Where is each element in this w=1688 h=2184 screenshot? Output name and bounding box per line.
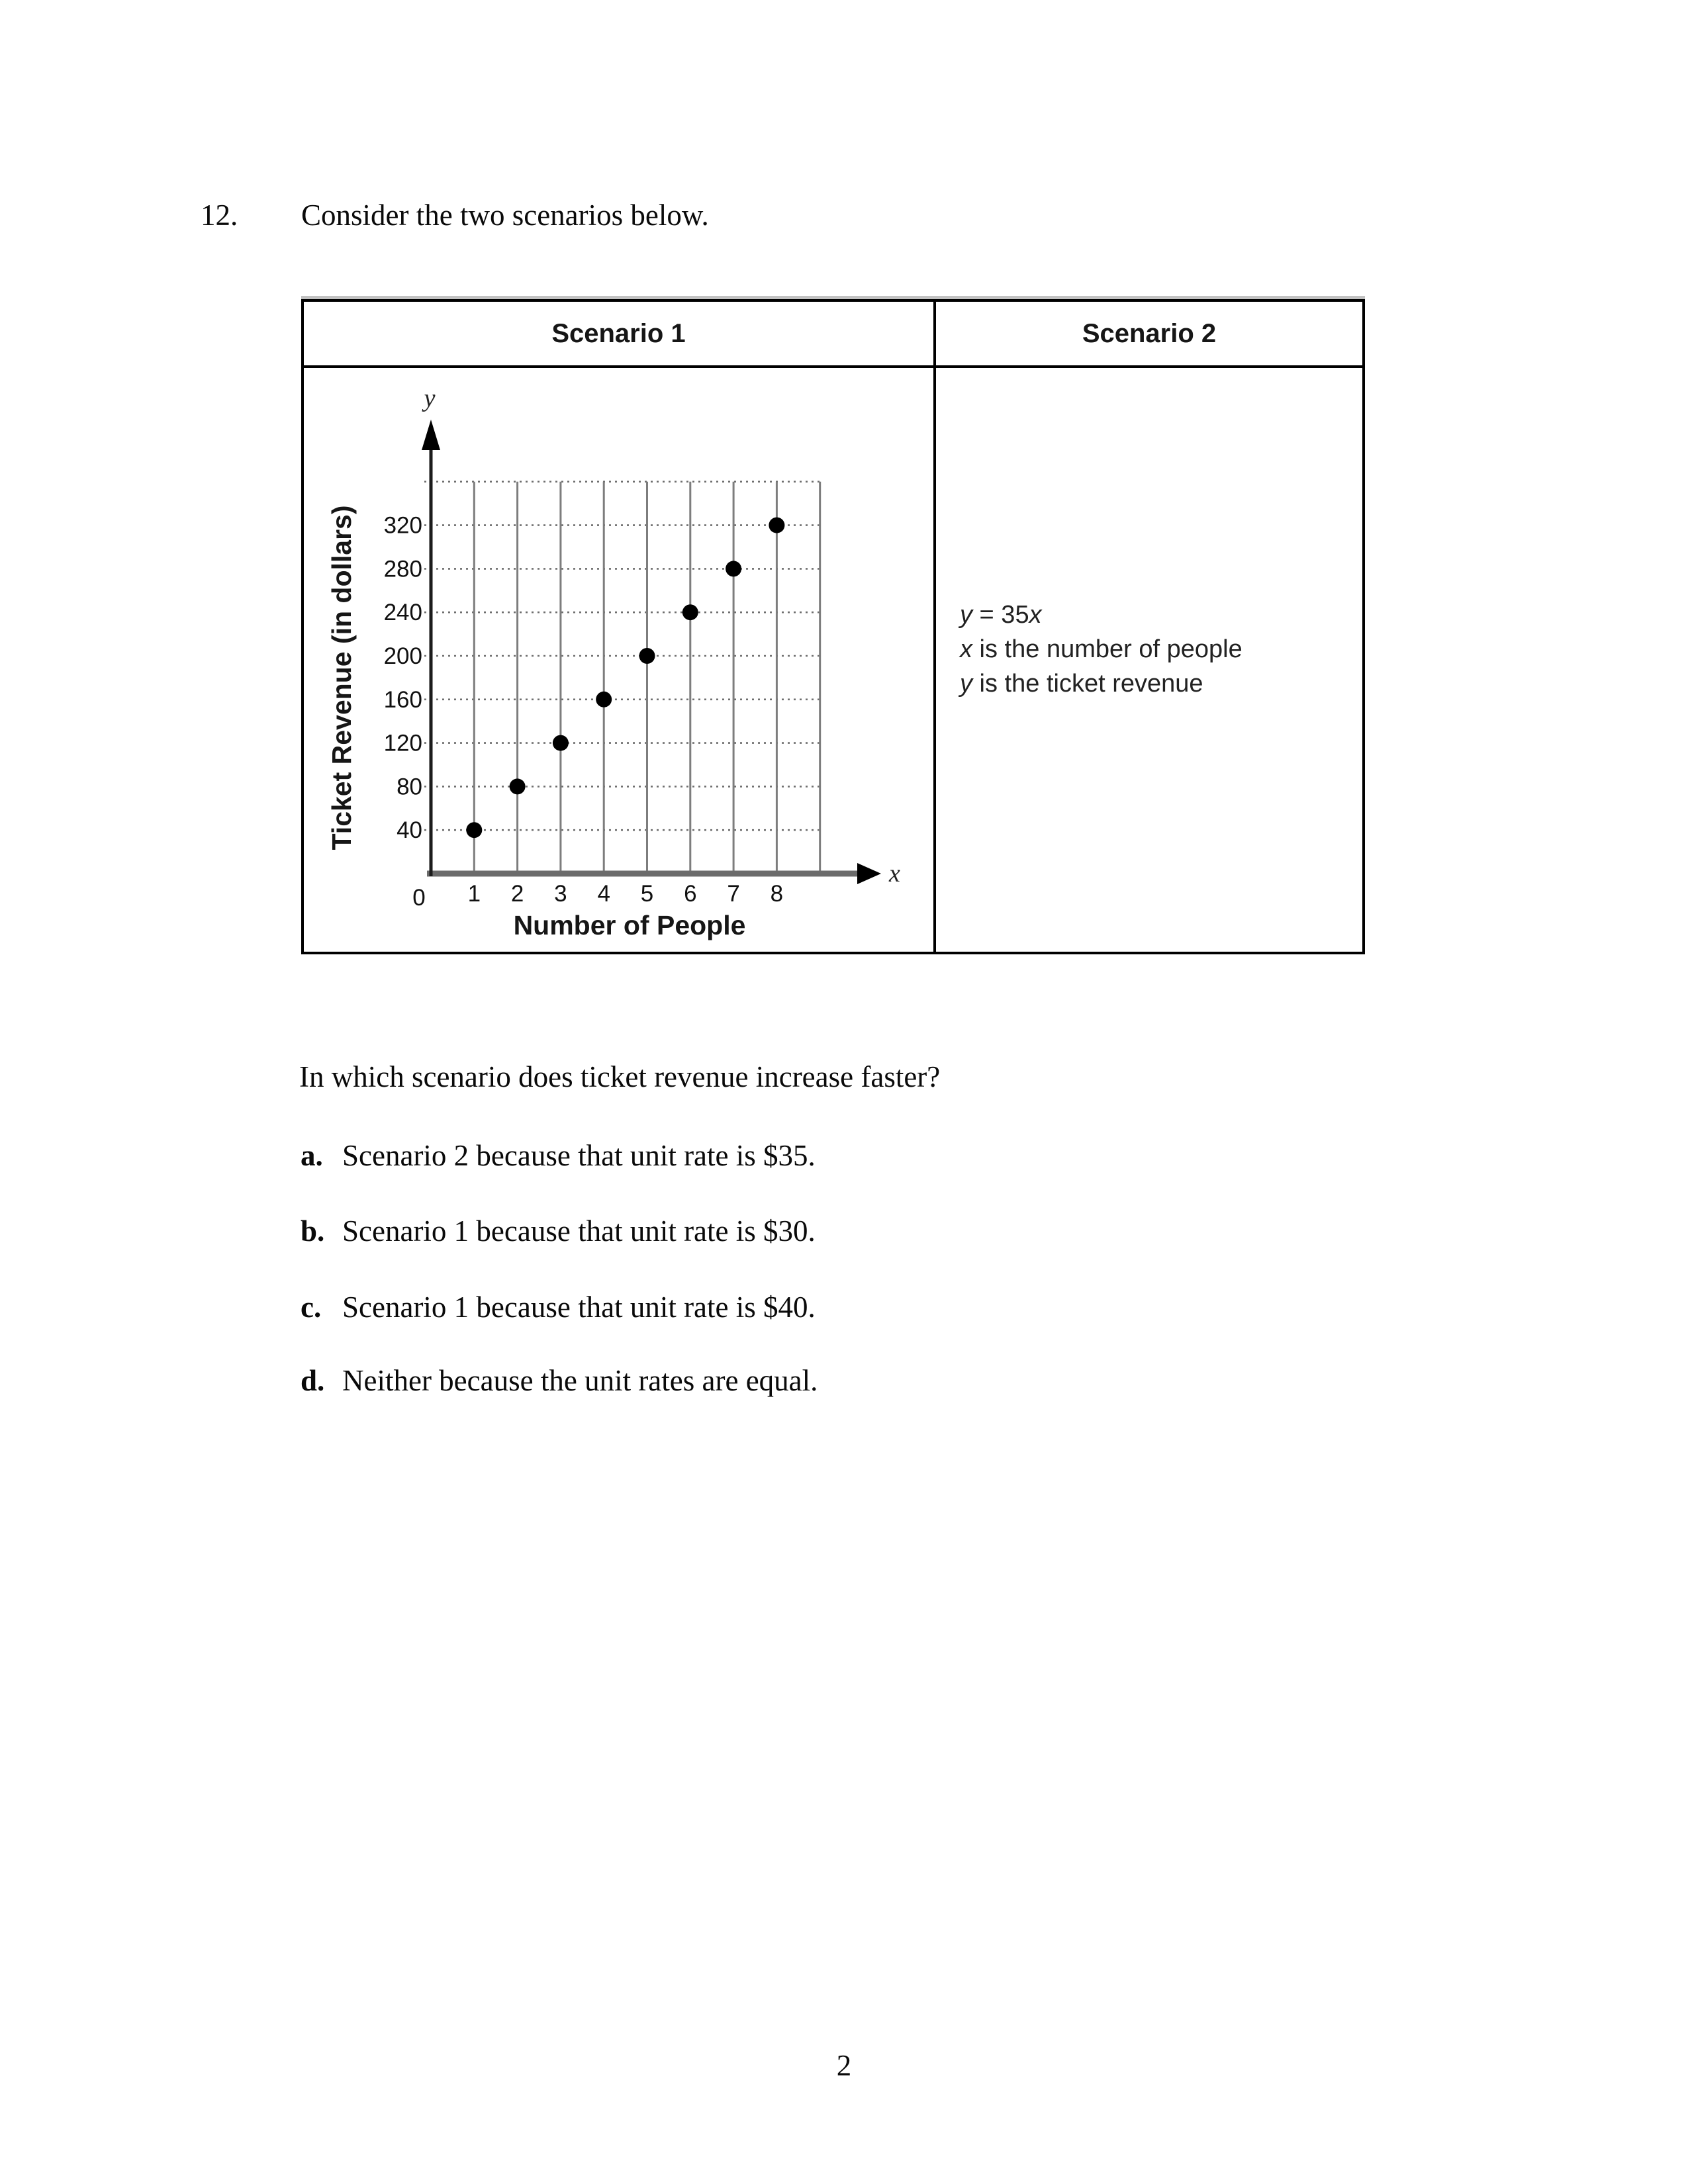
svg-text:200: 200 [383,643,422,669]
question-number: 12. [201,199,238,232]
option-letter-d: d. [301,1364,325,1397]
svg-text:Ticket Revenue (in dollars): Ticket Revenue (in dollars) [326,505,357,850]
scenario-table-body-row [304,368,1362,954]
svg-text:y: y [424,385,436,412]
question-heading [0,199,1688,236]
option-text-d: Neither because the unit rates are equal. [342,1364,818,1397]
svg-text:Number of People: Number of People [513,910,746,940]
svg-text:40: 40 [397,817,422,844]
scenario-table [301,299,1365,954]
question-prompt: Consider the two scenarios below. [301,199,709,232]
option-letter-c: c. [301,1291,322,1324]
svg-text:5: 5 [640,881,654,907]
svg-text:x: x [889,860,900,887]
option-text-c: Scenario 1 because that unit rate is $40. [342,1291,816,1324]
scenario1-cell [304,368,933,954]
svg-text:240: 240 [383,600,422,626]
svg-text:1: 1 [467,881,481,907]
svg-text:4: 4 [597,881,610,907]
svg-text:320: 320 [383,512,422,539]
page-number: 2 [836,2049,852,2082]
svg-text:160: 160 [383,686,422,713]
scenario-table-header-row [304,302,1362,368]
scenario1-header: Scenario 1 [551,318,686,348]
scenario2-header: Scenario 2 [933,302,1362,365]
scenario2-y-definition: y is the ticket revenue [960,670,1203,698]
svg-text:120: 120 [383,730,422,756]
answer-option-a [301,1139,816,1172]
question-text: In which scenario does ticket revenue increase faster? [299,1060,941,1093]
svg-text:280: 280 [383,556,422,582]
scenario2-cell [933,368,1360,954]
option-letter-b: b. [301,1214,325,1248]
svg-text:3: 3 [554,881,567,907]
scenario1-graph [304,368,933,954]
svg-text:80: 80 [397,774,422,800]
answer-option-b [301,1214,816,1248]
answer-option-c [301,1291,816,1324]
svg-text:0: 0 [412,885,426,911]
svg-text:6: 6 [684,881,697,907]
option-letter-a: a. [301,1139,323,1172]
option-text-b: Scenario 1 because that unit rate is $30. [342,1214,816,1248]
option-text-a: Scenario 2 because that unit rate is $35. [342,1139,816,1172]
scenario2-x-definition: x is the number of people [960,635,1243,663]
svg-text:2: 2 [510,881,524,907]
answer-option-d [301,1364,818,1397]
svg-text:7: 7 [727,881,740,907]
scenario2-equation: y = 35x [960,601,1042,629]
svg-text:8: 8 [770,881,784,907]
